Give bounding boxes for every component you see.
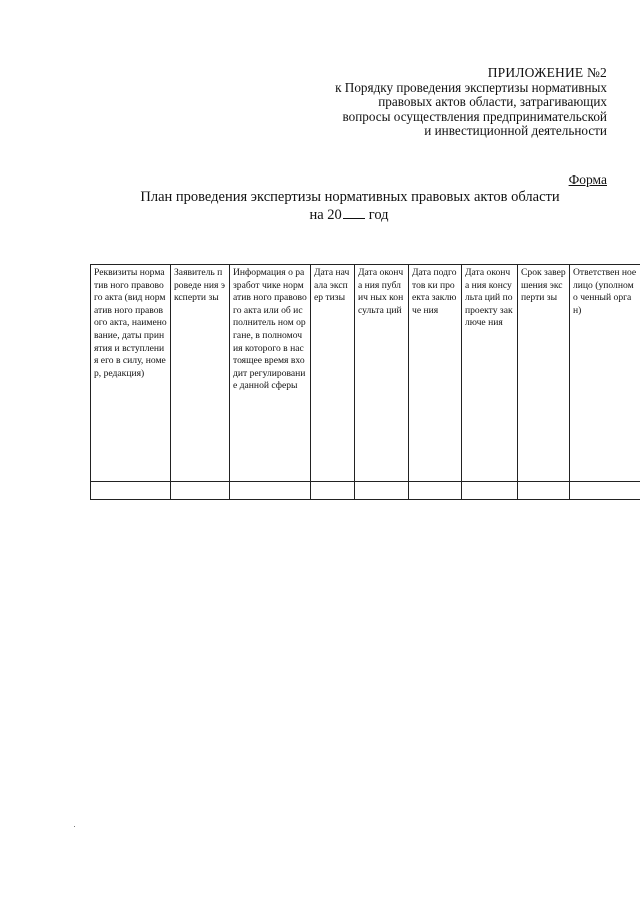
column-header-start-date: Дата начала экспер тизы — [311, 265, 355, 482]
column-header-responsible: Ответствен ное лицо (уполномо ченный орган) — [570, 265, 640, 482]
appendix-line-4: и инвестиционной деятельности — [424, 123, 607, 138]
table-cell[interactable] — [570, 482, 640, 500]
column-header-completion-term: Срок завер шения эксперти зы — [518, 265, 570, 482]
table-row — [91, 482, 640, 500]
appendix-title: ПРИЛОЖЕНИЕ №2 — [487, 65, 607, 80]
column-header-applicant: Заявитель проведе ния эксперти зы — [171, 265, 230, 482]
column-header-draft-consult-end: Дата оконча ния консульта ций по проекту заключе ния — [462, 265, 518, 482]
table-cell[interactable] — [91, 482, 171, 500]
column-header-act-details: Реквизиты норматив ного правового акта (вид норматив ного правового акта, наименование, даты принятия и вступления его в силу, номер, редакция) — [91, 265, 171, 482]
form-label: Форма — [568, 172, 607, 187]
table-cell[interactable] — [355, 482, 409, 500]
table-cell[interactable] — [462, 482, 518, 500]
table-cell[interactable] — [311, 482, 355, 500]
column-header-draft-prep-date: Дата подготов ки проекта заключе ния — [409, 265, 462, 482]
table-cell[interactable] — [518, 482, 570, 500]
column-header-public-consult-end: Дата оконча ния публич ных консульта ций — [355, 265, 409, 482]
plan-title — [0, 189, 640, 224]
plan-year-line — [0, 206, 640, 224]
table-cell[interactable] — [171, 482, 230, 500]
table-header-row — [91, 265, 640, 482]
column-header-developer-info: Информация о разработ чике норматив ного правового акта или об исполнитель ном органе, в полномочия которого в настоящее время входит регулирование данной сферы — [230, 265, 311, 482]
appendix-header — [335, 66, 607, 139]
year-blank-field[interactable] — [343, 206, 365, 219]
plan-table — [90, 264, 640, 500]
plan-year-suffix: год — [368, 207, 389, 223]
table-cell[interactable] — [230, 482, 311, 500]
plan-title-text: План проведения экспертизы нормативных правовых актов области — [140, 189, 560, 205]
appendix-line-1: к Порядку проведения экспертизы нормативных — [335, 79, 607, 95]
table-cell[interactable] — [409, 482, 462, 500]
plan-year-prefix: на 20 — [309, 207, 342, 223]
appendix-line-3: вопросы осуществления предпринимательской — [342, 108, 607, 124]
appendix-line-2: правовых актов области, затрагивающих — [378, 94, 607, 109]
scan-speck — [74, 826, 75, 827]
